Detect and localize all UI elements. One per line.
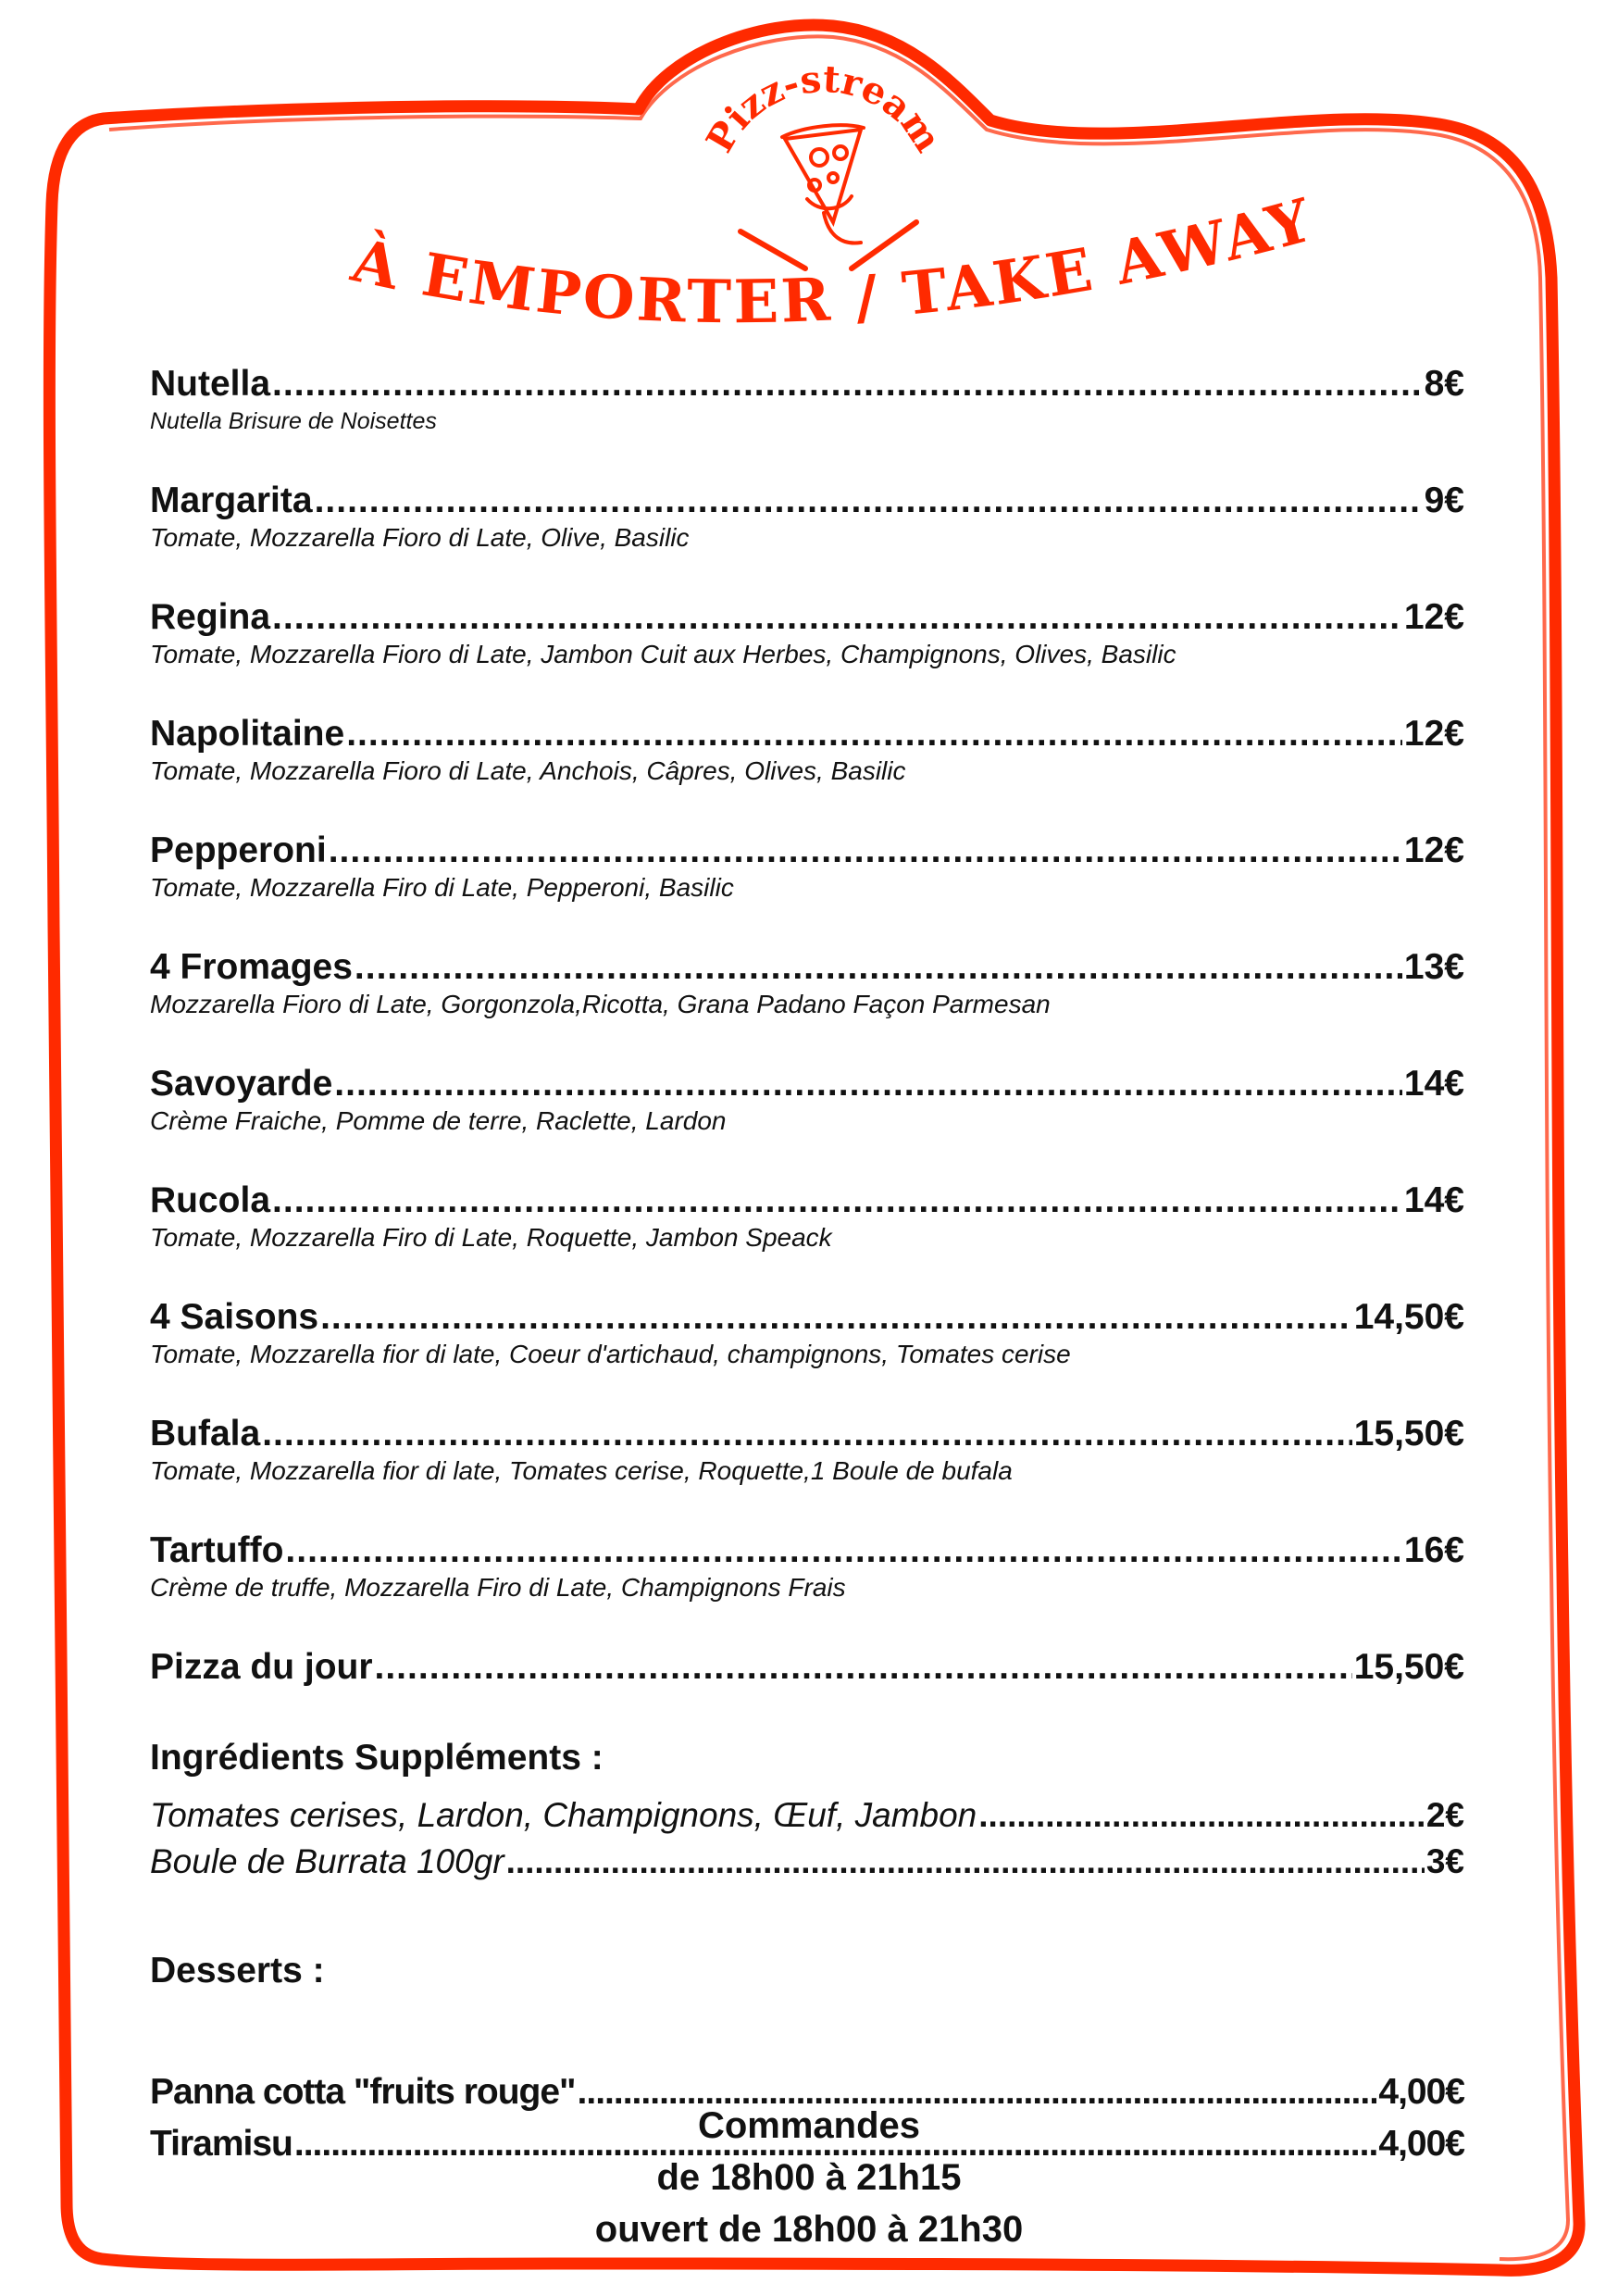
dessert-price: 4,00€ <box>1378 2124 1464 2164</box>
item-name: Bufala <box>150 1414 261 1454</box>
item-name: Tartuffo <box>150 1530 284 1570</box>
menu-item <box>150 713 1464 787</box>
item-description: Tomate, Mozzarella Fioro di Late, Anchois, Câpres, Olives, Basilic <box>150 756 906 785</box>
item-name: Margarita <box>150 480 313 520</box>
dessert-name: Panna cotta "fruits rouge" <box>150 2072 576 2112</box>
pizza-list <box>150 363 1464 1603</box>
supplement-name: Boule de Burrata 100gr <box>150 1842 504 1880</box>
footer-line: ouvert de 18h00 à 21h30 <box>594 2209 1024 2250</box>
menu-heading <box>278 185 1342 370</box>
leader-dots <box>334 1063 1402 1105</box>
heading-title: À EMPORTER / TAKE AWAY <box>345 185 1322 338</box>
menu-item <box>150 363 1464 437</box>
leader-dots <box>375 1646 1352 1689</box>
footer-line: de 18h00 à 21h15 <box>656 2157 962 2198</box>
item-price: 14,50€ <box>1353 1297 1464 1337</box>
item-name: Pepperoni <box>150 830 327 870</box>
supplement-row <box>150 1792 1464 1839</box>
menu-item <box>150 480 1464 554</box>
item-price: 8€ <box>1424 364 1464 404</box>
menu-item <box>150 1063 1464 1137</box>
dessert-name: Tiramisu <box>150 2124 292 2164</box>
menu-item <box>150 830 1464 904</box>
item-description: Tomate, Mozzarella fior di late, Coeur d'artichaud, champignons, Tomates cerise <box>150 1340 1071 1368</box>
item-name: Pizza du jour <box>150 1647 373 1687</box>
desserts-title: Desserts : <box>150 1951 325 1990</box>
item-description: Tomate, Mozzarella Fioro di Late, Olive, Basilic <box>150 523 690 552</box>
item-price: 12€ <box>1403 597 1464 637</box>
leader-dots <box>329 830 1402 872</box>
leader-dots <box>978 1792 1425 1839</box>
supplement-row <box>150 1839 1464 1885</box>
leader-dots <box>262 1413 1352 1455</box>
item-price: 15,50€ <box>1353 1414 1464 1454</box>
item-price: 12€ <box>1403 830 1464 870</box>
item-price: 12€ <box>1403 714 1464 754</box>
item-description: Tomate, Mozzarella Fioro di Late, Jambon Cuit aux Herbes, Champignons, Olives, Basilic <box>150 640 1176 668</box>
supplements-title: Ingrédients Suppléments : <box>150 1738 604 1778</box>
menu-item <box>150 1179 1464 1254</box>
item-name: Nutella <box>150 364 271 404</box>
menu-item <box>150 1296 1464 1370</box>
item-price: 13€ <box>1403 947 1464 987</box>
leader-dots <box>272 1179 1402 1222</box>
leader-dots <box>506 1839 1425 1885</box>
item-description: Tomate, Mozzarella fior di late, Tomates cerise, Roquette,1 Boule de bufala <box>150 1456 1013 1485</box>
leader-dots <box>272 363 1423 406</box>
dessert-price: 4,00€ <box>1378 2072 1464 2112</box>
menu-item <box>150 1413 1464 1487</box>
item-description: Tomate, Mozzarella Firo di Late, Roquette, Jambon Speack <box>150 1223 832 1252</box>
supplement-name: Tomates cerises, Lardon, Champignons, Œuf, Jambon <box>150 1796 977 1834</box>
supplement-price: 2€ <box>1425 1796 1464 1834</box>
leader-dots <box>272 596 1402 639</box>
item-name: 4 Saisons <box>150 1297 319 1337</box>
footer-line: Commandes <box>697 2105 921 2146</box>
pizza-du-jour <box>150 1646 1464 1689</box>
supplement-price: 3€ <box>1425 1842 1464 1880</box>
menu-list <box>150 363 1464 2170</box>
opening-hours <box>0 2100 1618 2255</box>
logo-text: izz-stream <box>716 56 944 160</box>
leader-dots <box>355 946 1402 989</box>
leader-dots <box>346 713 1402 755</box>
menu-item <box>150 946 1464 1020</box>
item-price: 15,50€ <box>1353 1647 1464 1687</box>
leader-dots <box>320 1296 1352 1339</box>
item-description: Tomate, Mozzarella Firo di Late, Pepperoni, Basilic <box>150 873 734 902</box>
item-description: Nutella Brisure de Noisettes <box>150 408 437 434</box>
item-price: 14€ <box>1403 1064 1464 1104</box>
svg-text:À EMPORTER / TAKE AWAY <box>345 185 1321 337</box>
item-price: 16€ <box>1403 1530 1464 1570</box>
item-description: Crème de truffe, Mozzarella Firo di Late, Champignons Frais <box>150 1573 846 1602</box>
leader-dots <box>315 480 1423 522</box>
item-price: 9€ <box>1424 480 1464 520</box>
item-price: 14€ <box>1403 1180 1464 1220</box>
item-name: Rucola <box>150 1180 271 1220</box>
item-name: Regina <box>150 597 271 637</box>
menu-item <box>150 1529 1464 1603</box>
menu-item <box>150 596 1464 670</box>
leader-dots <box>285 1529 1402 1572</box>
item-description: Crème Fraiche, Pomme de terre, Raclette, Lardon <box>150 1106 727 1135</box>
item-name: Napolitaine <box>150 714 345 754</box>
item-description: Mozzarella Fioro di Late, Gorgonzola,Ricotta, Grana Padano Façon Parmesan <box>150 990 1051 1018</box>
item-name: 4 Fromages <box>150 947 353 987</box>
item-name: Savoyarde <box>150 1064 333 1104</box>
